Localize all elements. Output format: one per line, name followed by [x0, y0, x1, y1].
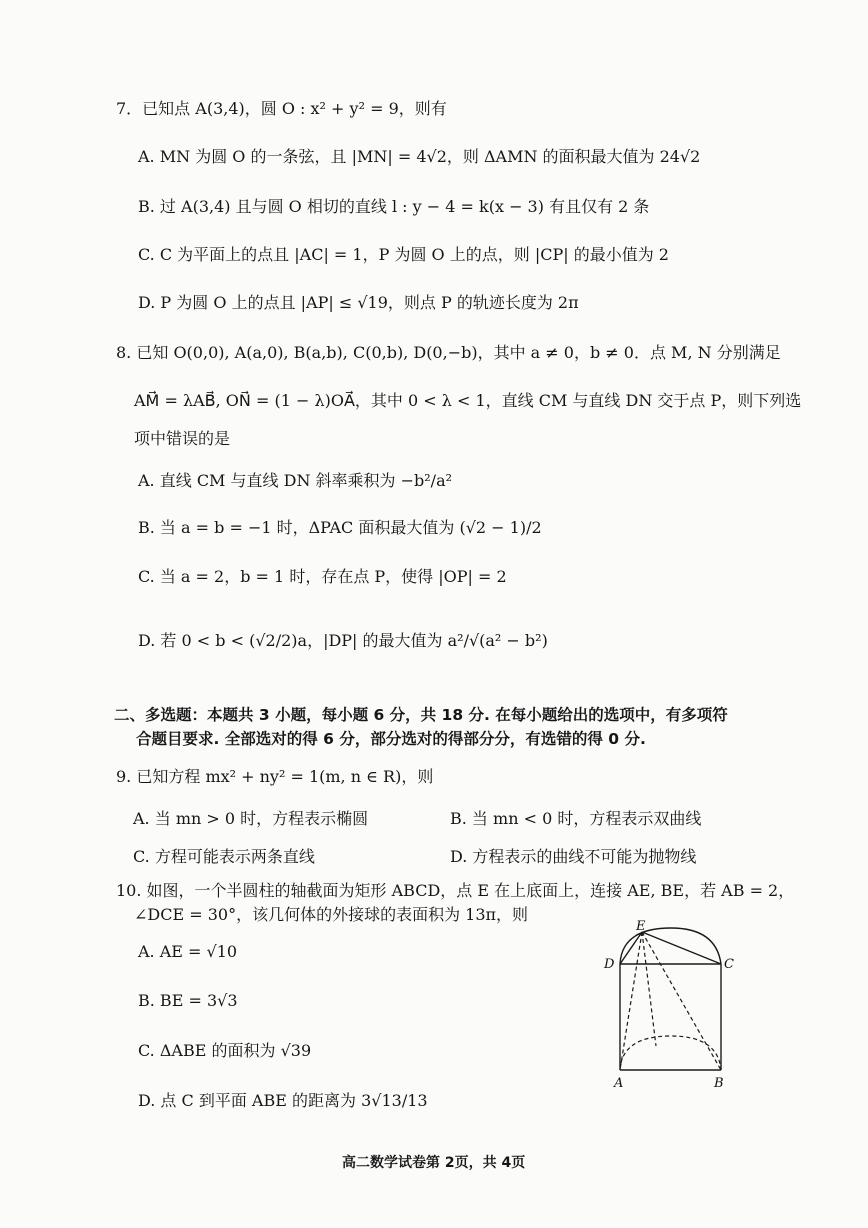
q9-option-d: D. 方程表示的曲线不可能为抛物线	[450, 847, 697, 866]
q10-option-a: A. AE = √10	[138, 942, 238, 961]
q10-stem-line1: 10. 如图，一个半圆柱的轴截面为矩形 ABCD，点 E 在上底面上，连接 AE, BE，若 AB = 2，	[116, 881, 795, 900]
label-d: D	[604, 957, 615, 972]
q9-stem: 9. 已知方程 mx² + ny² = 1(m, n ∈ R)，则	[116, 767, 434, 786]
label-e: E	[636, 919, 646, 934]
segment-e-projection-dashed	[642, 932, 656, 1046]
section-2-line1: 二、多选题：本题共 3 小题，每小题 6 分，共 18 分. 在每小题给出的选项中，有多项符	[114, 706, 728, 724]
page-footer: 高二数学试卷第 2页，共 4页	[342, 1155, 526, 1171]
q7-stem: 7．已知点 A(3,4)，圆 O : x² + y² = 9，则有	[116, 99, 447, 118]
segment-ec	[642, 932, 721, 964]
q7-option-b: B. 过 A(3,4) 且与圆 O 相切的直线 l : y − 4 = k(x − 3) 有且仅有 2 条	[138, 197, 650, 216]
q9-option-b: B. 当 mn < 0 时，方程表示双曲线	[450, 809, 702, 828]
section-2-line2: 合题目要求. 全部选对的得 6 分，部分选对的得部分分，有选错的得 0 分.	[136, 730, 646, 748]
label-b: B	[714, 1076, 724, 1091]
segment-eb-dashed	[642, 932, 721, 1070]
q10-stem-line2: ∠DCE = 30°，该几何体的外接球的表面积为 13π，则	[134, 905, 529, 924]
q8-option-d: D. 若 0 < b < (√2/2)a，|DP| 的最大值为 a²/√(a² − b²)	[138, 631, 548, 650]
q10-option-d: D. 点 C 到平面 ABE 的距离为 3√13/13	[138, 1091, 428, 1110]
q7-option-d: D. P 为圆 O 上的点且 |AP| ≤ √19，则点 P 的轨迹长度为 2π	[138, 293, 579, 312]
q9-option-a: A. 当 mn > 0 时，方程表示椭圆	[133, 809, 369, 828]
q9-option-c: C. 方程可能表示两条直线	[133, 847, 315, 866]
q8-option-b: B. 当 a = b = −1 时，ΔPAC 面积最大值为 (√2 − 1)/2	[138, 518, 542, 537]
q8-option-c: C. 当 a = 2，b = 1 时，存在点 P，使得 |OP| = 2	[138, 567, 507, 586]
q8-option-a: A. 直线 CM 与直线 DN 斜率乘积为 −b²/a²	[138, 471, 453, 490]
segment-ea-dashed	[620, 932, 642, 1070]
q7-option-a: A. MN 为圆 O 的一条弦，且 |MN| = 4√2，则 ΔAMN 的面积最大值为 24√2	[138, 147, 701, 166]
half-cylinder-figure	[598, 918, 748, 1094]
label-c: C	[724, 957, 734, 972]
q10-option-b: B. BE = 3√3	[138, 991, 238, 1010]
label-a: A	[614, 1076, 624, 1091]
q8-stem-line1: 8. 已知 O(0,0), A(a,0), B(a,b), C(0,b), D(0,−b)，其中 a ≠ 0，b ≠ 0．点 M, N 分别满足	[116, 343, 781, 362]
q10-option-c: C. ΔABE 的面积为 √39	[138, 1041, 312, 1060]
q8-stem-line3: 项中错误的是	[134, 429, 231, 448]
bottom-semicircle-dashed	[620, 1036, 721, 1070]
q8-stem-line2: AM⃗ = λAB⃗, ON⃗ = (1 − λ)OA⃗，其中 0 < λ < 1，直线 CM 与直线 DN 交于点 P，则下列选	[134, 391, 802, 410]
q7-option-c: C. C 为平面上的点且 |AC| = 1，P 为圆 O 上的点，则 |CP| 的最小值为 2	[138, 245, 669, 264]
